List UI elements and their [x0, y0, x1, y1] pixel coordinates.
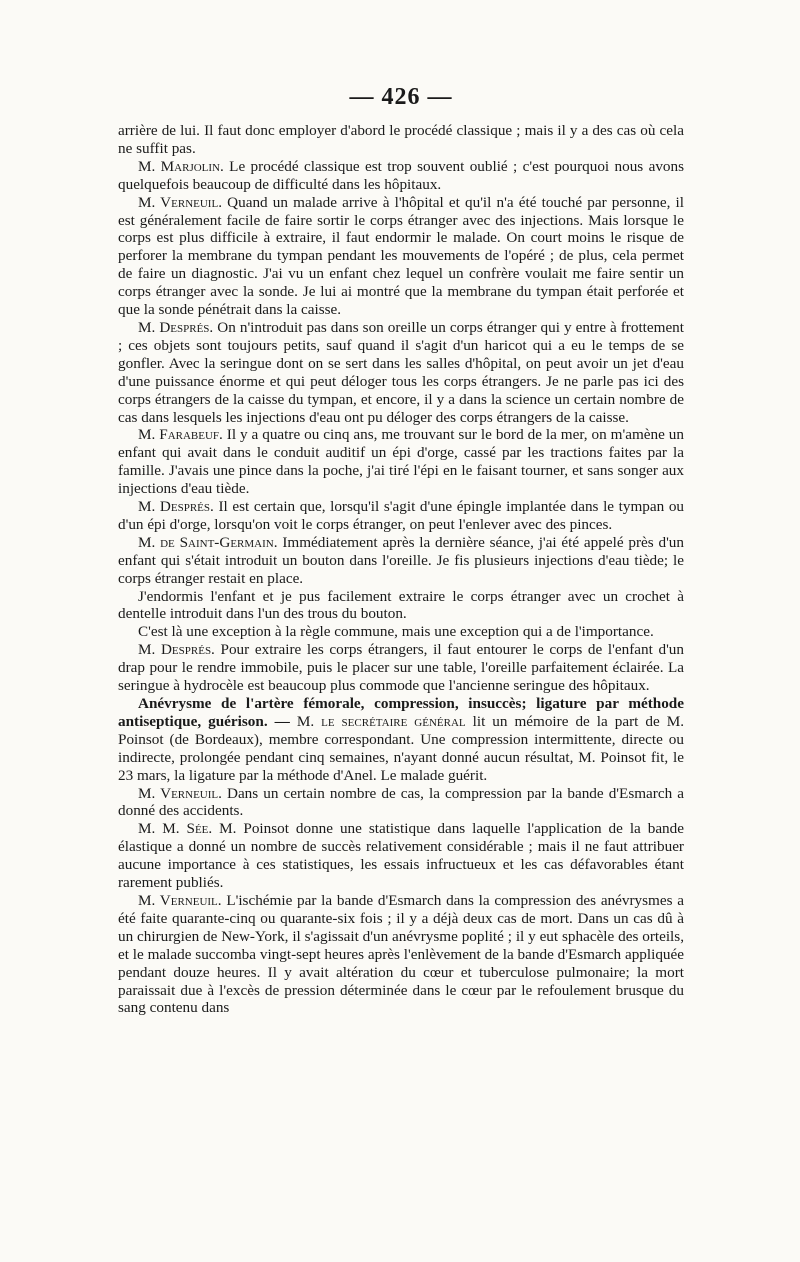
paragraph — [118, 158, 684, 194]
paragraph — [118, 588, 684, 624]
speaker-name: M. Marjolin. — [138, 157, 224, 175]
paragraph — [118, 498, 684, 534]
speaker-name: M. M. Sée. — [138, 820, 213, 838]
paragraph — [118, 426, 684, 498]
paragraph — [118, 534, 684, 588]
paragraph-text: J'endormis l'enfant et je pus facilement extraire le corps étranger avec un crochet à dentelle introduit dans l'un des trous du bouton. — [118, 587, 684, 623]
paragraph — [118, 641, 684, 695]
paragraph-text: Quand un malade arrive à l'hôpital et qu'il n'a été touché par personne, il est généralement facile de faire sortir le corps étranger avec des injections. Mais lorsque le corps est plus difficile à extraire, il faut endormir le malade. On court moins le risque de perforer la membrane du tympan pendant les mouvements de l'opéré ; de plus, cela permet de faire un diagnostic. J'ai vu un enfant chez lequel un confrère voulait me faire sentir un corps étranger avec la sonde. Je lui ai montré que la membrane du tympan était perforée et que la sonde pénétrait dans la caisse. — [118, 193, 684, 319]
paragraph — [118, 785, 684, 821]
body-text — [118, 122, 684, 1017]
paragraph-text: C'est là une exception à la règle commune, mais une exception qui a de l'importance. — [138, 623, 654, 641]
speaker-name: M. Verneuil. — [138, 193, 222, 211]
paragraph-text: arrière de lui. Il faut donc employer d'abord le procédé classique ; mais il y a des cas où cela ne suffit pas. — [118, 122, 684, 157]
speaker-name: M. Després. — [138, 318, 214, 336]
paragraph-text: Le procédé classique est trop souvent oublié ; c'est pourquoi nous avons quelquefois beaucoup de difficulté dans les hôpitaux. — [118, 157, 685, 193]
paragraph — [118, 623, 684, 641]
paragraph-text: M. Poinsot donne une statistique dans laquelle l'application de la bande élastique a donné un nombre de succès relativement considérable ; mais il ne faut attribuer aucune importance à ces statistiques, les essais infructueux et les cas défavorables étant rarement publiés. — [118, 820, 684, 892]
paragraph-text: lit un mémoire de la part de M. Poinsot (de Bordeaux), membre correspondant. Une compression intermittente, directe ou indirecte, prolongée pendant cinq semaines, n'ayant donné aucun résultat, M. Poinsot fit, le 23 mars, la ligature par la méthode d'Anel. Le malade guérit. — [118, 712, 684, 784]
paragraph — [118, 194, 684, 319]
paragraph-text: Il y a quatre ou cinq ans, me trouvant sur le bord de la mer, on m'amène un enfant qui avait dans le conduit auditif un épi d'orge, cassé par les tractions faites par la famille. J'avais une pince dans la poche, j'ai tiré l'épi en le faisant tourner, et sans songer aux injections d'eau tiède. — [118, 426, 684, 498]
section-title: Anévrysme de l'artère fémorale, compression, insuccès; ligature par méthode antiseptique, guérison. — [118, 695, 684, 730]
paragraph-text: Dans un certain nombre de cas, la compression par la bande d'Esmarch a donné des accidents. — [118, 784, 684, 820]
section-heading: Anévrysme de l'artère fémorale, compression, insuccès; ligature par méthode antiseptique, guérison. — M. le secrétaire général lit un mémoire de la part de M. Poinsot (de Bordeaux), membre correspondant. Une compression intermittente, directe ou indirecte, prolongée pendant cinq semaines, n'ayant donné aucun résultat, M. Poinsot fit, le 23 mars, la ligature par la méthode d'Anel. Le malade guérit. — [118, 695, 684, 784]
paragraph-text: Il est certain que, lorsqu'il s'agit d'une épingle implantée dans le tympan ou d'un épi d'orge, lorsqu'on voit le corps étranger, on peut l'enlever avec des pinces. — [118, 498, 685, 533]
paragraph-text: L'ischémie par la bande d'Esmarch dans la compression des anévrysmes a été faite quarante-cinq ou quarante-six fois ; il y a déjà deux cas de mort. Dans un cas dû à un chirurgien de New-York, il s'agissait d'un anévrysme poplité ; il y eut sphacèle des orteils, et le malade succomba vingt-sept heures après l'enlèvement de la bande d'Esmarch appliquée pendant douze heures. Il y avait altération du cœur et tuberculose pulmonaire; la mort paraissait due à l'excès de pression déterminée dans le cœur par le refoulement brusque du sang contenu dans — [118, 891, 684, 1017]
speaker-name: M. Després. — [138, 641, 215, 659]
paragraph-text: Immédiatement après la dernière séance, j'ai été appelé près d'un enfant qui s'était introduit un bouton dans l'oreille. Je fis plusieurs injections d'eau tiède; le corps étranger restait en place. — [118, 533, 684, 587]
speaker-name: M. Després. — [138, 498, 214, 516]
speaker-name: M. Verneuil. — [138, 891, 222, 909]
speaker-name: M. Verneuil. — [138, 784, 222, 802]
speaker-name: M. de Saint-Germain. — [138, 533, 278, 551]
paragraph — [118, 892, 684, 1017]
paragraph-text: On n'introduit pas dans son oreille un corps étranger qui y entre à frottement ; ces objets sont toujours petits, sauf quand il s'agit d'un haricot qui a eu le temps de se gonfler. Avec la seringue dont on se sert dans les salles d'hôpital, on peut avoir un jet d'eau d'une puissance énorme et qui peut déloger tous les corps étrangers. Je ne parle pas ici des corps étrangers de la caisse du tympan, et encore, il y a dans la science un certain nombre de cas dans lesquels les injections d'eau ont pu déloger des corps étrangers de la caisse. — [118, 318, 684, 426]
page — [118, 82, 684, 1017]
page-number: — 426 — — [349, 84, 453, 110]
paragraph — [118, 319, 684, 426]
paragraph — [118, 820, 684, 892]
paragraph-text: Pour extraire les corps étrangers, il faut entourer le corps de l'enfant d'un drap pour le rendre immobile, puis le placer sur une table, l'oreille parfaitement éclairée. La seringue à hydrocèle est beaucoup plus commode que l'ancienne seringue des hôpitaux. — [118, 641, 684, 695]
speaker-name: M. le secrétaire général — [296, 712, 466, 730]
speaker-name: M. Farabeuf. — [138, 426, 223, 444]
paragraph — [118, 122, 684, 158]
